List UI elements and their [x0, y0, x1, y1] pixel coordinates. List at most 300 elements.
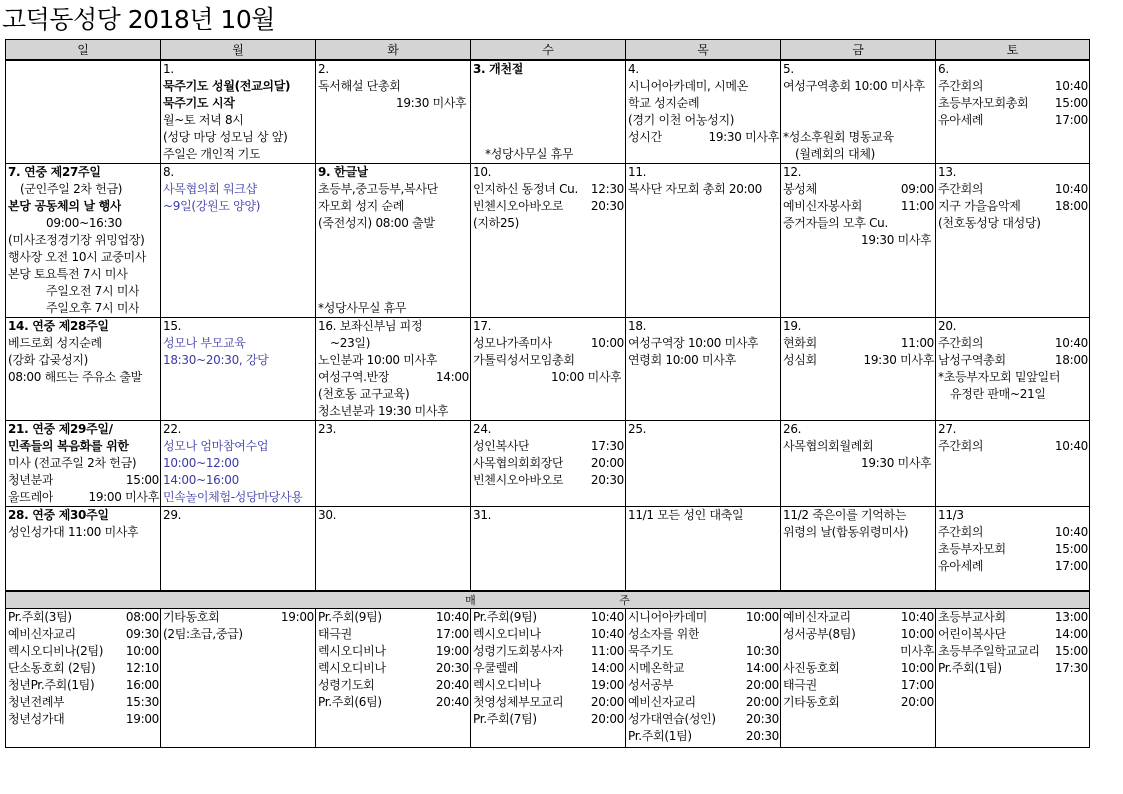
weekly-cell — [161, 608, 316, 747]
event-line — [316, 164, 470, 181]
event-line — [471, 438, 625, 455]
event-text: 16. 보좌신부님 피정 — [318, 319, 423, 333]
day-cell — [161, 164, 316, 318]
event-text: 주간회의 — [938, 439, 984, 453]
event-line — [6, 660, 160, 677]
day-cell — [471, 60, 626, 164]
event-time: 19:00 — [125, 711, 159, 726]
event-line — [781, 438, 935, 455]
event-time: 17:30 — [1054, 660, 1088, 675]
event-line — [781, 215, 935, 232]
event-line — [781, 455, 935, 472]
event-line — [936, 541, 1089, 558]
event-text: 21. 연중 제29주일/ — [8, 422, 113, 436]
event-text: 26. — [783, 422, 802, 436]
event-text: 태극권 — [318, 626, 352, 641]
event-text: 지구 가을음악제 — [938, 199, 1021, 213]
event-text: 13. — [938, 165, 957, 179]
event-text: 렉시오디비나 — [318, 660, 386, 675]
event-line — [781, 198, 935, 215]
day-cell — [471, 164, 626, 318]
day-cell — [936, 318, 1090, 421]
event-line — [161, 489, 315, 506]
event-text: 30. — [318, 508, 337, 522]
event-text: 초등부자모회 — [938, 542, 1006, 556]
event-text: (성당 마당 성모님 상 앞) — [163, 130, 288, 144]
event-line — [316, 283, 470, 300]
day-cell — [936, 507, 1090, 591]
event-text: 기타동호회 — [163, 609, 220, 624]
event-line — [471, 643, 625, 660]
event-line — [6, 249, 160, 266]
event-text: 여성구역총회 10:00 미사후 — [783, 79, 925, 93]
event-text: (천호동 교구교육) — [318, 387, 410, 401]
event-line — [316, 386, 470, 403]
event-text: 자모회 성지 순례 — [318, 199, 405, 213]
event-text: (월례회의 대체) — [795, 147, 876, 161]
event-time: 20:00 — [900, 694, 934, 709]
event-time: 20:30 — [745, 711, 779, 726]
event-text: 민족들의 복음화를 위한 — [8, 439, 129, 453]
event-line — [471, 215, 625, 232]
event-time: 10:40 — [1054, 525, 1088, 539]
event-line — [626, 728, 780, 745]
event-text: 본당 공동체의 날 행사 — [8, 199, 122, 213]
event-text: 묵주기도 성월(전교의달) — [163, 79, 291, 93]
event-text: 성가대연습(성인) — [628, 711, 716, 726]
event-time: 10:00 — [900, 626, 934, 641]
event-time: 17:00 — [1054, 559, 1088, 573]
event-time: 14:00 — [1054, 626, 1088, 641]
day-cell — [471, 421, 626, 507]
day-cell — [781, 318, 936, 421]
event-line — [316, 609, 470, 626]
event-line — [781, 694, 935, 711]
event-line — [781, 164, 935, 181]
event-time: 15:00 — [1054, 643, 1088, 658]
day-cell — [161, 60, 316, 164]
event-line — [781, 626, 935, 643]
event-text: 봉성체 — [783, 182, 817, 196]
event-line — [626, 352, 780, 369]
day-cell — [781, 507, 936, 591]
event-text: 성모나가족미사 — [473, 336, 553, 350]
event-text: 초등부교사회 — [938, 609, 1006, 624]
event-text: 베드로회 성지순례 — [8, 336, 102, 350]
event-text: Pr.주회(9팀) — [318, 609, 382, 624]
event-line — [161, 352, 315, 369]
event-line — [316, 95, 470, 112]
event-line — [6, 489, 160, 506]
event-text: 여성구역장 10:00 미사후 — [628, 336, 759, 350]
event-line — [471, 626, 625, 643]
event-line — [471, 181, 625, 198]
event-line — [161, 438, 315, 455]
event-text: 렉시오디비나(2팀) — [8, 643, 104, 658]
event-text: 주간회의 — [938, 525, 984, 539]
event-text: 인지하신 동정녀 Cu. — [473, 182, 578, 196]
event-time: 10:40 — [590, 626, 624, 641]
event-text: (경기 이천 어농성지) — [628, 113, 735, 127]
event-line — [471, 694, 625, 711]
event-text: 초등부주일학교교리 — [938, 643, 1040, 658]
day-cell — [6, 421, 161, 507]
event-line — [471, 198, 625, 215]
event-line — [781, 421, 935, 438]
event-time: 15:30 — [125, 694, 159, 709]
event-time: 20:30 — [590, 473, 624, 487]
week-row — [6, 421, 1090, 507]
event-line — [316, 335, 470, 352]
event-text: 22. — [163, 422, 182, 436]
event-text: 유아세례 — [938, 113, 984, 127]
event-line — [316, 626, 470, 643]
event-text: 성모나 부모교육 — [163, 336, 246, 350]
event-text: 18. — [628, 319, 647, 333]
event-line — [471, 369, 625, 386]
day-cell — [936, 60, 1090, 164]
event-line — [936, 369, 1089, 386]
event-line — [316, 677, 470, 694]
event-line — [6, 352, 160, 369]
event-line — [6, 164, 160, 181]
event-time: 19:00 — [280, 609, 314, 624]
event-line — [936, 352, 1089, 369]
weekday-header: 토 — [936, 40, 1090, 61]
event-line — [626, 711, 780, 728]
event-line — [936, 318, 1089, 335]
day-cell — [626, 507, 781, 591]
event-time: 20:00 — [745, 677, 779, 692]
event-text: 우쿨렐레 — [473, 660, 519, 675]
event-text: 성서공부 — [628, 677, 674, 692]
event-time: 17:00 — [1054, 113, 1088, 127]
event-text: 18:30~20:30, 강당 — [163, 353, 269, 367]
event-line — [6, 232, 160, 249]
event-text: 민속놀이체험-성당마당사용 — [163, 490, 303, 504]
event-line — [161, 61, 315, 78]
event-line — [626, 95, 780, 112]
event-line — [6, 198, 160, 215]
event-text: Pr.주회(7팀) — [473, 711, 537, 726]
event-text: 유정란 판매~21일 — [950, 387, 1046, 401]
event-text: 사진동호회 — [783, 660, 840, 675]
event-line — [781, 95, 935, 112]
event-line — [161, 609, 315, 626]
event-text: 14. 연중 제28주일 — [8, 319, 109, 333]
event-text: 주일오전 7시 미사 — [46, 284, 140, 298]
event-text: 청년Pr.주회(1팀) — [8, 677, 95, 692]
event-text: 빈첸시오아바오로 — [473, 473, 564, 487]
event-line — [781, 61, 935, 78]
event-line — [471, 421, 625, 438]
event-time: 14:00 — [435, 370, 469, 384]
event-time: 09:30 — [125, 626, 159, 641]
event-line — [6, 421, 160, 438]
event-line — [626, 129, 780, 146]
weekly-row — [6, 608, 1090, 747]
event-line — [626, 112, 780, 129]
event-text: 11/2 죽은이를 기억하는 — [783, 508, 907, 522]
event-line — [161, 198, 315, 215]
event-line — [626, 694, 780, 711]
event-text: 25. — [628, 422, 647, 436]
event-line — [936, 78, 1089, 95]
weekly-cell — [316, 608, 471, 747]
event-line — [6, 181, 160, 198]
event-text: 성모나 엄마참여수업 — [163, 439, 269, 453]
event-text: ~23일) — [330, 336, 371, 350]
day-cell — [161, 507, 316, 591]
event-line — [781, 677, 935, 694]
event-line — [936, 558, 1089, 575]
event-text: 성서공부(8팀) — [783, 626, 856, 641]
event-line — [316, 421, 470, 438]
event-text: Pr.주회(3팀) — [8, 609, 72, 624]
event-line — [781, 507, 935, 524]
event-line — [936, 335, 1089, 352]
event-line — [471, 164, 625, 181]
event-text: 청소년분과 19:30 미사후 — [318, 404, 449, 418]
event-text: 청년분과 — [8, 473, 54, 487]
day-cell — [471, 318, 626, 421]
event-line — [6, 643, 160, 660]
event-line — [471, 129, 625, 146]
event-line — [6, 215, 160, 232]
event-time: 12:30 — [590, 182, 624, 196]
event-text: 6. — [938, 62, 949, 76]
event-text: 사목협의회 워크샵 — [163, 182, 257, 196]
event-text: 연령회 10:00 미사후 — [628, 353, 736, 367]
event-time: 20:00 — [590, 694, 624, 709]
event-line — [6, 369, 160, 386]
event-line — [936, 215, 1089, 232]
event-text: 빈첸시오아바오로 — [473, 199, 564, 213]
event-text: Pr.주회(1팀) — [938, 660, 1002, 675]
event-text: 묵주기도 시작 — [163, 96, 235, 110]
event-text: 24. — [473, 422, 492, 436]
event-line — [6, 472, 160, 489]
event-time: 10:40 — [590, 609, 624, 624]
event-line — [161, 129, 315, 146]
event-line — [471, 146, 625, 163]
event-text: 성소자를 위한 — [628, 626, 700, 641]
event-time: 19:00 — [435, 643, 469, 658]
event-text: 성시간 — [628, 130, 662, 144]
event-line — [161, 421, 315, 438]
event-line — [936, 626, 1089, 643]
event-line — [781, 643, 935, 660]
event-line — [161, 146, 315, 163]
event-text: 본당 토요특전 7시 미사 — [8, 267, 128, 281]
event-time: 20:00 — [745, 694, 779, 709]
event-line — [6, 677, 160, 694]
event-text: (천호동성당 대성당) — [938, 216, 1041, 230]
event-line — [316, 78, 470, 95]
day-cell — [316, 507, 471, 591]
event-text: 주일은 개인적 기도 — [163, 147, 261, 161]
event-line — [316, 660, 470, 677]
page-title: 고덕동성당 2018년 10월 — [2, 5, 275, 34]
event-line — [936, 507, 1089, 524]
event-line — [936, 61, 1089, 78]
event-text: 사목협의회회장단 — [473, 456, 564, 470]
event-time: 19:30 미사후 — [863, 353, 934, 367]
event-text: 단소동호회 (2팀) — [8, 660, 96, 675]
event-line — [936, 421, 1089, 438]
event-text: 08:00 해뜨는 주유소 출발 — [8, 370, 142, 384]
event-text: 가톨릭성서모임총회 — [473, 353, 575, 367]
event-text: 8. — [163, 165, 174, 179]
event-line — [781, 524, 935, 541]
event-line — [316, 694, 470, 711]
event-text: 초등부자모회총회 — [938, 96, 1029, 110]
day-cell — [6, 318, 161, 421]
event-text: 청년성가대 — [8, 711, 65, 726]
event-text: 19. — [783, 319, 802, 333]
event-time: 13:00 — [1054, 609, 1088, 624]
event-line — [6, 507, 160, 524]
weekly-cell — [781, 608, 936, 747]
event-text: 예비신자교리 — [628, 694, 696, 709]
event-time: 20:30 — [435, 660, 469, 675]
event-line — [6, 438, 160, 455]
event-time: 11:00 — [900, 199, 934, 213]
day-cell — [626, 421, 781, 507]
event-text: 울뜨레아 — [8, 490, 54, 504]
event-time: 10:40 — [1054, 439, 1088, 453]
event-text: *성당사무실 휴무 — [318, 301, 407, 315]
event-text: 복사단 자모회 총회 20:00 — [628, 182, 762, 196]
event-time: 14:00 — [745, 660, 779, 675]
weekday-header: 일 — [6, 40, 161, 61]
event-line — [6, 711, 160, 728]
event-line — [471, 711, 625, 728]
event-line — [161, 472, 315, 489]
event-text: 시니어아카데미 — [628, 609, 708, 624]
event-time: 15:00 — [1054, 96, 1088, 110]
event-line — [6, 283, 160, 300]
event-text: 17. — [473, 319, 492, 333]
event-text: ~9일(강원도 양양) — [163, 199, 261, 213]
event-line — [471, 472, 625, 489]
event-text: 15. — [163, 319, 182, 333]
event-text: 9. 한글날 — [318, 165, 369, 179]
event-time: 10:40 — [1054, 336, 1088, 350]
event-line — [781, 318, 935, 335]
day-cell — [626, 60, 781, 164]
weekly-section-label: 매 주 — [6, 591, 1090, 609]
day-cell — [161, 421, 316, 507]
event-text: 28. 연중 제30주일 — [8, 508, 109, 522]
event-time: 10:00 — [900, 660, 934, 675]
event-line — [781, 181, 935, 198]
event-line — [161, 78, 315, 95]
event-line — [781, 146, 935, 163]
event-line — [936, 164, 1089, 181]
event-text: 청년전례부 — [8, 694, 65, 709]
event-text: 묵주기도 — [628, 643, 674, 658]
event-line — [161, 95, 315, 112]
event-line — [626, 626, 780, 643]
event-text: 남성구역총회 — [938, 353, 1006, 367]
event-text: 1. — [163, 62, 174, 76]
event-time: 15:00 — [125, 473, 159, 487]
week-row — [6, 318, 1090, 421]
event-time: 10:00 — [125, 643, 159, 658]
event-text: 유아세례 — [938, 559, 984, 573]
event-line — [936, 198, 1089, 215]
event-line — [471, 61, 625, 78]
event-time: 18:00 — [1054, 353, 1088, 367]
weekly-cell — [471, 608, 626, 747]
event-line — [626, 61, 780, 78]
event-text: 20. — [938, 319, 957, 333]
event-line — [161, 181, 315, 198]
event-line — [936, 643, 1089, 660]
event-line — [6, 524, 160, 541]
event-text: 행사장 오전 10시 교중미사 — [8, 250, 147, 264]
event-text: 성심회 — [783, 353, 817, 367]
event-time: 16:00 — [125, 677, 159, 692]
weekday-header: 목 — [626, 40, 781, 61]
event-text: 09:00~16:30 — [46, 216, 122, 230]
event-text: Pr.주회(6팀) — [318, 694, 382, 709]
event-line — [6, 455, 160, 472]
event-line — [471, 95, 625, 112]
event-text: 기타동호회 — [783, 694, 840, 709]
event-text: Pr.주회(1팀) — [628, 728, 692, 743]
event-text: 2. — [318, 62, 329, 76]
weekly-section-header-row — [6, 591, 1090, 609]
event-text: 3. 개천절 — [473, 62, 524, 76]
event-line — [471, 609, 625, 626]
event-line — [161, 507, 315, 524]
event-line — [6, 694, 160, 711]
event-text: 성령기도회 — [318, 677, 375, 692]
weekday-header: 금 — [781, 40, 936, 61]
event-line — [471, 318, 625, 335]
event-text: 14:00~16:00 — [163, 473, 239, 487]
event-text: 렉시오디비나 — [473, 677, 541, 692]
event-line — [316, 318, 470, 335]
event-line — [471, 660, 625, 677]
event-time: 08:00 — [125, 609, 159, 624]
day-cell — [626, 318, 781, 421]
event-text: 주간회의 — [938, 336, 984, 350]
event-text: *성소후원회 명동교육 — [783, 130, 894, 144]
event-line — [936, 609, 1089, 626]
day-cell — [626, 164, 781, 318]
event-text: (지하25) — [473, 216, 520, 230]
event-line — [936, 660, 1089, 677]
event-line — [781, 335, 935, 352]
event-line — [316, 643, 470, 660]
event-time: 17:30 — [590, 439, 624, 453]
day-cell — [936, 164, 1090, 318]
event-text: 독서해설 단총회 — [318, 79, 401, 93]
weekly-cell — [626, 608, 781, 747]
event-time: 09:00 — [900, 182, 934, 196]
event-line — [471, 112, 625, 129]
event-line — [161, 335, 315, 352]
event-line — [161, 626, 315, 643]
event-time: 10:40 — [900, 609, 934, 624]
event-text: 시니어아카데미, 시메온 — [628, 79, 748, 93]
event-text: 초등부,중고등부,복사단 — [318, 182, 438, 196]
event-text: 10:00 미사후 — [551, 370, 622, 384]
event-time: 10:40 — [435, 609, 469, 624]
